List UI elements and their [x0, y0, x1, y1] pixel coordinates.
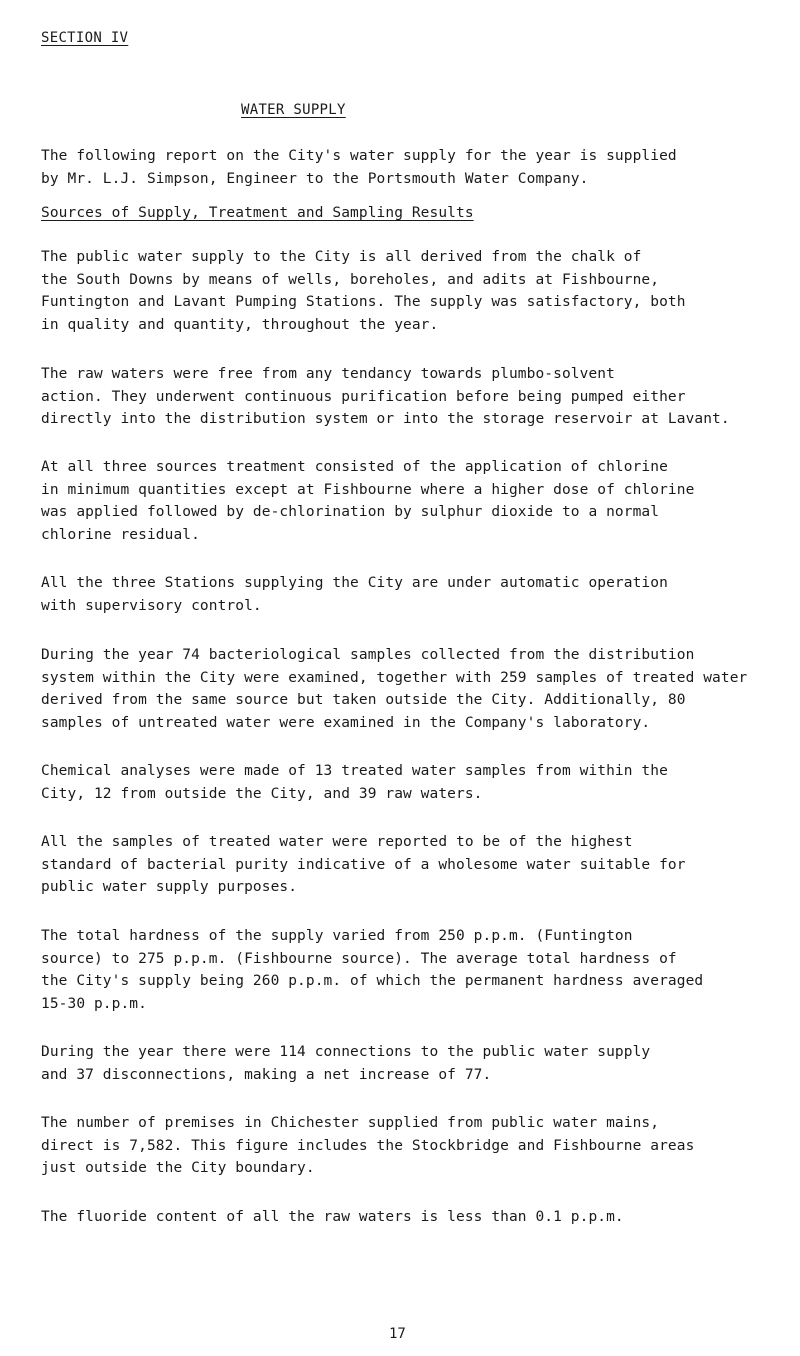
paragraph-treatment: At all three sources treatment consisted of the application of chlorine in minimum quantities except at Fishbourne where a higher dose of chlorine was applied followed by de-chlorination by sulphur dioxide to a normal chlorine residual. — [41, 459, 695, 543]
paragraph-sources: The public water supply to the City is all derived from the chalk of the South Downs by means of wells, boreholes, and adits at Fishbourne, Funtington and Lavant Pumping Stations. The supply was satisfactory, both in quality and quantity, throughout the year. — [41, 249, 686, 333]
paragraph-automatic-operation: All the three Stations supplying the City are under automatic operation with supervisory control. — [41, 575, 668, 614]
intro-paragraph: The following report on the City's water supply for the year is supplied by Mr. L.J. Simpson, Engineer to the Portsmouth Water Company. — [41, 148, 677, 187]
paragraph-premises: The number of premises in Chichester supplied from public water mains, direct is 7,582. This figure includes the Stockbridge and Fishbourne areas just outside the City boundary. — [41, 1115, 695, 1176]
paragraph-hardness: The total hardness of the supply varied from 250 p.p.m. (Funtington source) to 275 p.p.m. (Fishbourne source). The average total hardness of the City's supply being 260 p.p.m. of which the permanent hardness averaged 15-30 p.p.m. — [41, 928, 704, 1012]
paragraph-fluoride: The fluoride content of all the raw waters is less than 0.1 p.p.m. — [41, 1209, 624, 1225]
section-label: SECTION IV — [41, 30, 129, 46]
page-title: WATER SUPPLY — [241, 102, 346, 118]
paragraph-purity: All the samples of treated water were reported to be of the highest standard of bacterial purity indicative of a wholesome water suitable for public water supply purposes. — [41, 834, 686, 895]
paragraph-connections: During the year there were 114 connections to the public water supply and 37 disconnections, making a net increase of 77. — [41, 1044, 651, 1083]
page-number: 17 — [389, 1326, 406, 1342]
paragraph-bacteriological-samples: During the year 74 bacteriological samples collected from the distribution system within the City were examined, together with 259 samples of treated water derived from the same source but taken outside the City. Additionally, 80 samples of untreated water were examined in the Company's laboratory. — [41, 647, 748, 731]
paragraph-raw-waters: The raw waters were free from any tendancy towards plumbo-solvent action. They underwent continuous purification before being pumped either directly into the distribution system or into the storage reservoir at Lavant. — [41, 366, 730, 427]
paragraph-chemical-analyses: Chemical analyses were made of 13 treated water samples from within the City, 12 from outside the City, and 39 raw waters. — [41, 763, 668, 802]
section-subheading: Sources of Supply, Treatment and Sampling Results — [41, 205, 474, 221]
